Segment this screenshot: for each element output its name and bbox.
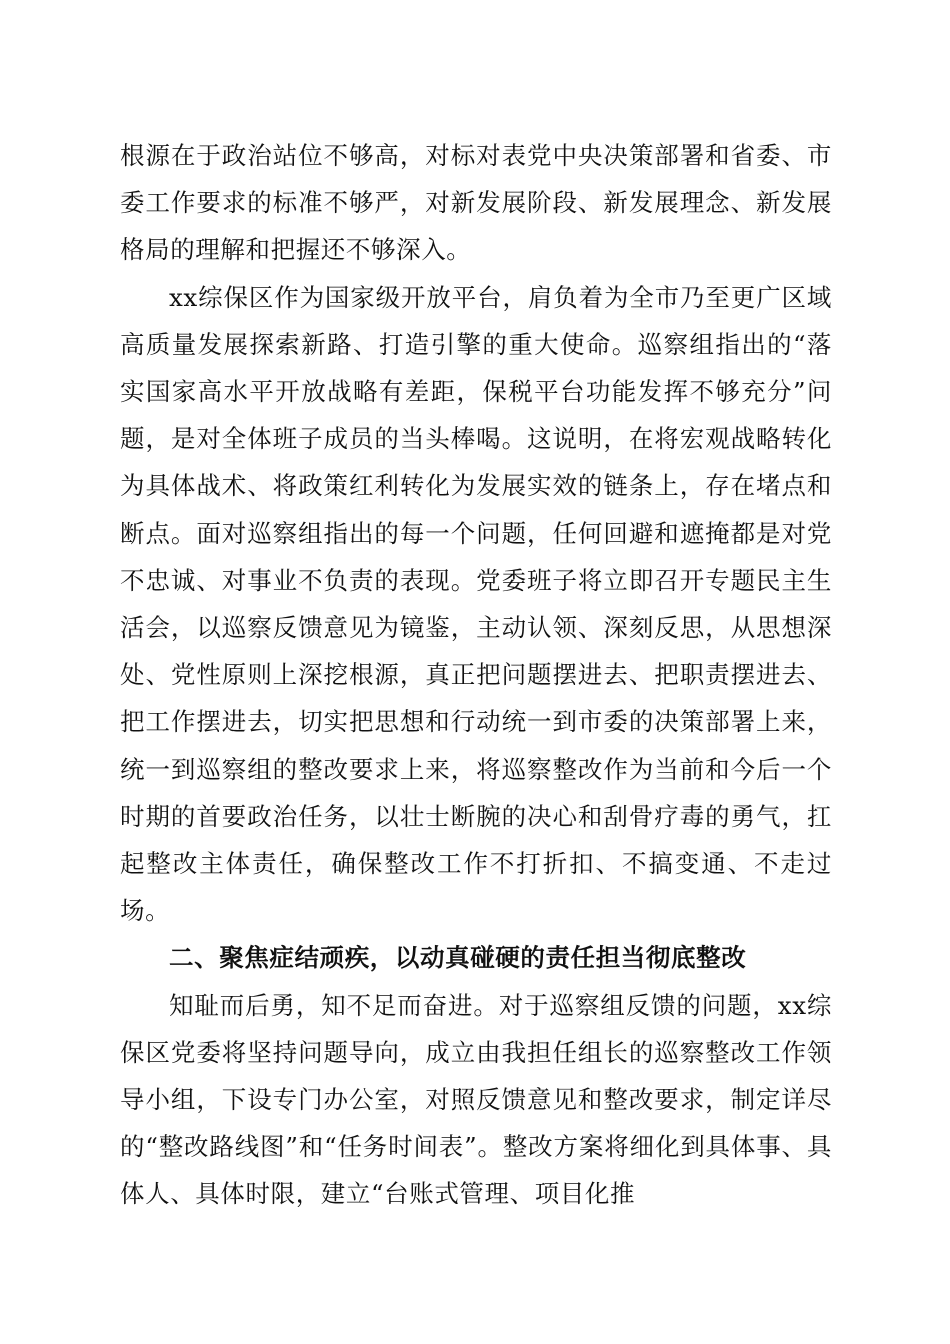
paragraph-continued: 根源在于政治站位不够高，对标对表党中央决策部署和省委、市委工作要求的标准不够严，对新发展阶段、新发展理念、新发展格局的理解和把握还不够深入。 [120, 141, 832, 265]
section-heading: 二、聚焦症结顽疾，以动真碰硬的责任担当彻底整改 [169, 943, 747, 973]
document-body [120, 132, 832, 1218]
paragraph-platform-mission: xx综保区作为国家级开放平台，肩负着为全市乃至更广区域高质量发展探索新路、打造引擎的重大使命。巡察组指出的“落实国家高水平开放战略有差距，保税平台功能发挥不够充分”问题，是对全体班子成员的当头棒喝。这说明，在将宏观战略转化为具体战术、将政策红利转化为发展实效的链条上，存在堵点和断点。面对巡察组指出的每一个问题，任何回避和遮掩都是对党不忠诚、对事业不负责的表现。党委班子将立即召开专题民主生活会，以巡察反馈意见为镜鉴，主动认领、深刻反思，从思想深处、党性原则上深挖根源，真正把问题摆进去、把职责摆进去、把工作摆进去，切实把思想和行动统一到市委的决策部署上来，统一到巡察组的整改要求上来，将巡察整改作为当前和今后一个时期的首要政治任务，以壮士断腕的决心和刮骨疗毒的勇气，扛起整改主体责任，确保整改工作不打折扣、不搞变通、不走过场。 [120, 282, 832, 926]
paragraph-rectification: 知耻而后勇，知不足而奋进。对于巡察组反馈的问题，xx综保区党委将坚持问题导向，成立由我担任组长的巡察整改工作领导小组，下设专门办公室，对照反馈意见和整改要求，制定详尽的“整改路线图”和“任务时间表”。整改方案将细化到具体事、具体人、具体时限，建立“台账式管理、项目化推 [120, 990, 832, 1209]
